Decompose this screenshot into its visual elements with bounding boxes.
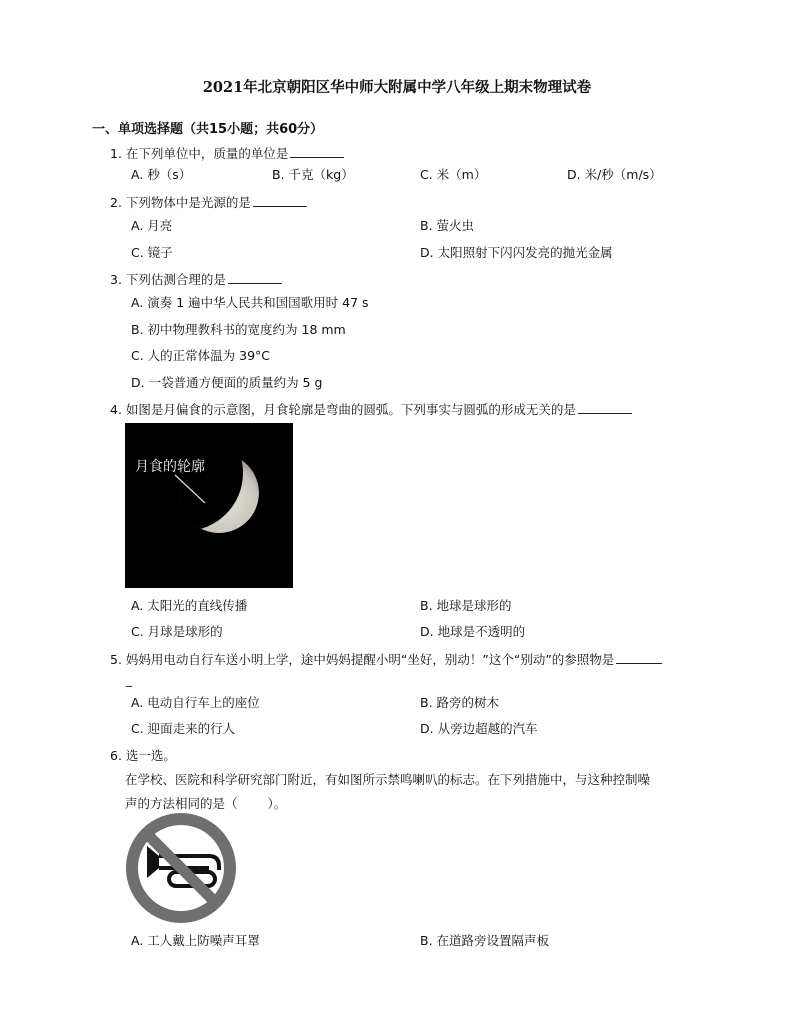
q4-option-d[interactable]: D. 地球是不透明的: [420, 624, 526, 639]
answer-blank[interactable]: [578, 401, 632, 414]
q3-option-a[interactable]: A. 演奏 1 遍中华人民共和国国歌用时 47 s: [131, 295, 369, 310]
answer-blank[interactable]: [616, 651, 662, 664]
q6-body-line-1: 在学校、医院和科学研究部门附近，有如图所示禁鸣喇叭的标志。在下列措施中，与这种控制噪: [125, 772, 651, 787]
q3-option-c[interactable]: C. 人的正常体温为 39°C: [131, 348, 271, 363]
answer-blank[interactable]: [228, 271, 282, 284]
question-2-stem: 2. 下列物体中是光源的是: [110, 193, 307, 211]
q2-option-a[interactable]: A. 月亮: [131, 218, 173, 233]
question-4-stem: 4. 如图是月偏食的示意图，月食轮廓是弯曲的圆弧。下列事实与圆弧的形成无关的是: [110, 400, 632, 418]
question-1-stem: 1. 在下列单位中，质量的单位是: [110, 144, 344, 162]
question-5-stem: 5. 妈妈用电动自行车送小明上学，途中妈妈提醒小明“坐好，别动！”这个“别动”的参照物是: [110, 650, 662, 668]
q4-option-c[interactable]: C. 月球是球形的: [131, 624, 223, 639]
q5-option-b[interactable]: B. 路旁的树木: [420, 695, 500, 710]
no-horn-icon: [125, 812, 237, 924]
moon-icon: [125, 423, 293, 588]
q3-option-d[interactable]: D. 一袋普通方便面的质量约为 5 g: [131, 375, 323, 390]
q6-body-line-2: 声的方法相同的是（ ）。: [125, 796, 287, 811]
no-honking-sign: [125, 812, 237, 924]
section-heading: 一、单项选择题（共15小题；共60分）: [92, 122, 324, 137]
question-3-stem: 3. 下列估测合理的是: [110, 270, 282, 288]
q4-option-b[interactable]: B. 地球是球形的: [420, 598, 512, 613]
q1-option-b[interactable]: B. 千克（kg）: [272, 167, 354, 182]
q4-option-a[interactable]: A. 太阳光的直线传播: [131, 598, 248, 613]
lunar-eclipse-figure: [125, 423, 293, 588]
q2-option-b[interactable]: B. 萤火虫: [420, 218, 475, 233]
q2-option-d[interactable]: D. 太阳照射下闪闪发亮的抛光金属: [420, 245, 613, 260]
figure-label: 月食的轮廓: [135, 459, 205, 475]
page-title: 2021年北京朝阳区华中师大附属中学八年级上期末物理试卷: [202, 79, 592, 96]
q1-option-a[interactable]: A. 秒（s）: [131, 167, 192, 182]
q5-continuation: _: [126, 672, 133, 687]
q6-option-b[interactable]: B. 在道路旁设置隔声板: [420, 933, 550, 948]
q5-option-a[interactable]: A. 电动自行车上的座位: [131, 695, 260, 710]
q5-option-c[interactable]: C. 迎面走来的行人: [131, 721, 236, 736]
q1-option-c[interactable]: C. 米（m）: [420, 167, 487, 182]
q3-option-b[interactable]: B. 初中物理教科书的宽度约为 18 mm: [131, 322, 346, 337]
q1-option-d[interactable]: D. 米/秒（m/s）: [567, 167, 662, 182]
question-6-stem: 6. 选一选。: [110, 748, 176, 763]
q5-option-d[interactable]: D. 从旁边超越的汽车: [420, 721, 538, 736]
answer-blank[interactable]: [290, 145, 344, 158]
q2-option-c[interactable]: C. 镜子: [131, 245, 173, 260]
q6-option-a[interactable]: A. 工人戴上防噪声耳罩: [131, 933, 260, 948]
answer-blank[interactable]: [253, 194, 307, 207]
